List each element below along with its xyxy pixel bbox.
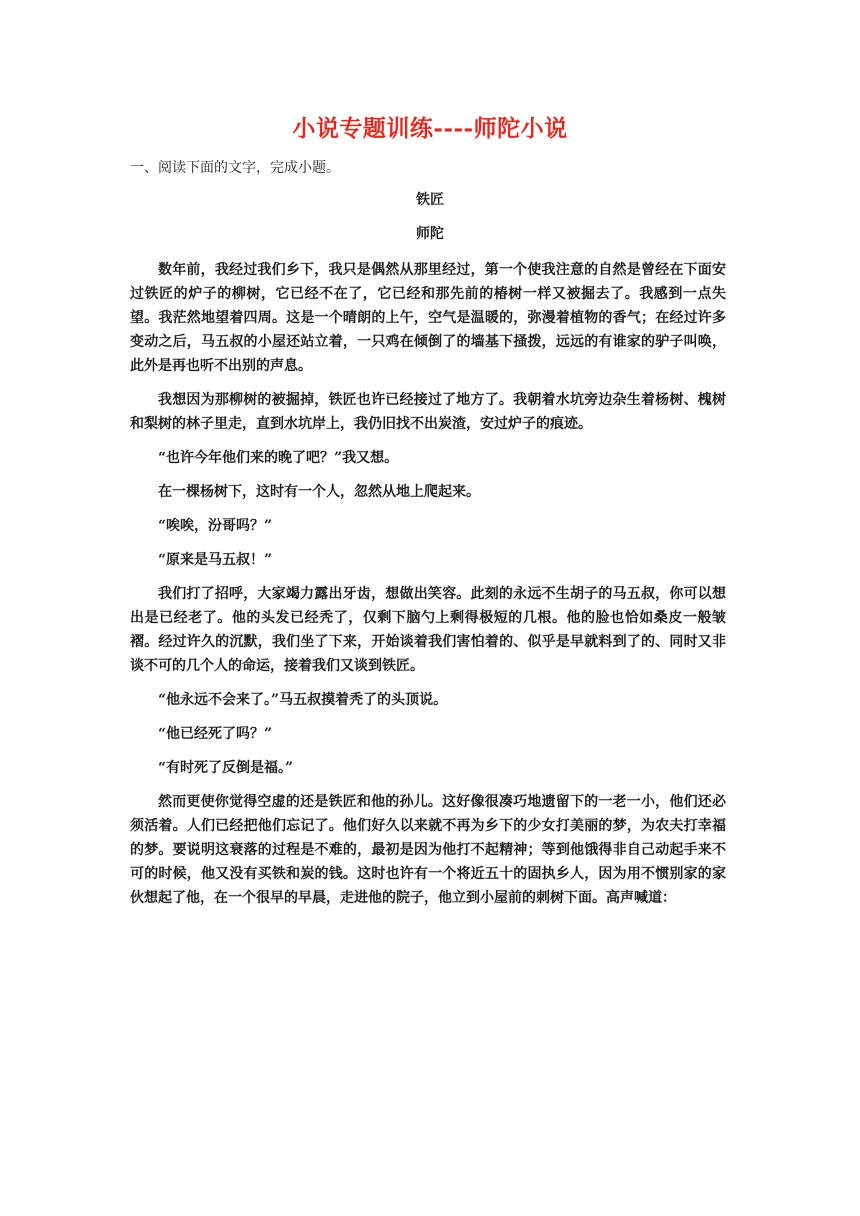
paragraph: “唉唉，汾哥吗？”	[158, 518, 273, 534]
paragraph: 我们打了招呼，大家竭力露出牙齿，想做出笑容。此刻的永远不生胡子的马五叔，你可以想出是已经老了。他的头发已经秃了，仅剩下脑勺上剩得极短的几根。他的脸也恰如桑皮一般皱褶。经过许久的沉默，我们坐了下来，开始谈着我们害怕着的、似乎是早就料到了的、同时又非谈不可的几个人的命运，接着我们又谈到铁匠。	[130, 586, 726, 674]
paragraph: “也许今年他们来的晚了吧？”我又想。	[158, 450, 399, 466]
paragraph: 然而更使你觉得空虚的还是铁匠和他的孙儿。这好像很凑巧地遗留下的一老一小，他们还必须活着。人们已经把他们忘记了。他们好久以来就不再为乡下的少女打美丽的梦，为农夫打幸福的梦。要说明这衰落的过程是不难的，最初是因为他打不起精神；等到他饿得非自己动起手来不可的时候，他又没有买铁和炭的钱。这时也许有一个将近五十的固执乡人，因为用不惯别家的家伙想起了他，在一个很早的早晨，走进他的院子，他立到小屋前的刺树下面。高声喊道：	[130, 794, 726, 906]
paragraph: 我想因为那柳树的被掘掉，铁匠也许已经接过了地方了。我朝着水坑旁边杂生着杨树、槐树和梨树的林子里走，直到水坑岸上，我仍旧找不出炭渣，安过炉子的痕迹。	[130, 392, 726, 432]
article-author: 师陀	[416, 226, 444, 242]
paragraph: 数年前，我经过我们乡下，我只是偶然从那里经过，第一个使我注意的自然是曾经在下面安过铁匠的炉子的柳树，它已经不在了，它已经和那先前的椿树一样又被掘去了。我感到一点失望。我茫然地望着四周。这是一个晴朗的上午，空气是温暖的，弥漫着植物的香气；在经过许多变动之后，马五叔的小屋还站立着，一只鸡在倾倒了的墙基下掻拨，远远的有谁家的驴子叫唤，此外是再也听不出别的声息。	[130, 262, 726, 374]
paragraph: 在一棵杨树下，这时有一个人，忽然从地上爬起来。	[158, 484, 480, 500]
question-instruction: 一、阅读下面的文字，完成小题。	[130, 160, 340, 176]
document-title: 小说专题训练----师陀小说	[292, 115, 568, 142]
paragraph: “他已经死了吗？”	[158, 726, 273, 742]
article-body	[130, 258, 726, 920]
article-title: 铁匠	[416, 192, 444, 208]
paragraph: “有时死了反倒是福。”	[158, 760, 294, 776]
paragraph: “他永远不会来了。”马五叔摸着秃了的头顶说。	[158, 692, 448, 708]
paragraph: “原来是马五叔！”	[158, 552, 273, 568]
